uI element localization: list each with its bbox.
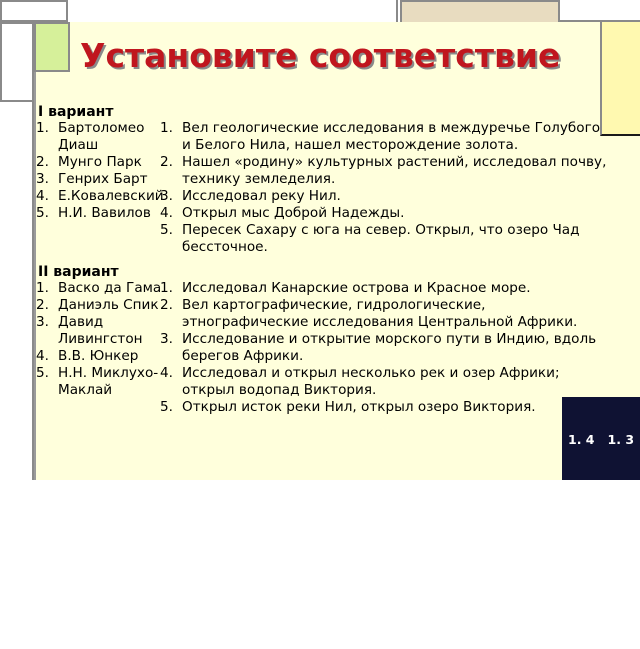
person-name: Н.Н. Миклухо-Маклай xyxy=(58,365,159,398)
answer-row: 4. 1 4. 2 xyxy=(568,571,635,587)
answer-row: 1. 4 1. 3 xyxy=(568,432,635,447)
deco-block-green-overlay xyxy=(34,22,70,72)
achievement-text: Вел картографические, гидрологические, этнографические исследования Центральной Африки. xyxy=(182,297,578,330)
list-item xyxy=(160,365,610,399)
list-number: 1. xyxy=(36,280,49,296)
achievement-text: Открыл исток реки Нил, открыл озеро Виктория. xyxy=(182,399,536,415)
list-number: 4. xyxy=(36,188,49,204)
list-number: 5. xyxy=(160,222,173,238)
person-name: Даниэль Спик xyxy=(58,297,159,313)
list-item xyxy=(160,222,610,256)
achievement-text: Исследовал реку Нил. xyxy=(182,188,341,204)
list-number: 1. xyxy=(160,120,173,136)
list-item xyxy=(160,120,610,154)
list-item xyxy=(36,154,164,171)
person-name: Давид Ливингстон xyxy=(58,314,143,347)
list-number: 4. xyxy=(36,348,49,364)
variant-1-achievements-list xyxy=(160,120,610,256)
list-number: 2. xyxy=(36,154,49,170)
person-name: Мунго Парк xyxy=(58,154,142,170)
achievement-text: Нашел «родину» культурных растений, исследовал почву, технику земледелия. xyxy=(182,154,607,187)
list-item xyxy=(36,365,164,399)
achievement-text: Пересек Сахару с юга на север. Открыл, что озеро Чад бессточное. xyxy=(182,222,580,255)
list-item xyxy=(160,205,610,222)
list-item xyxy=(160,280,610,297)
list-item xyxy=(36,297,164,314)
person-name: Генрих Барт xyxy=(58,171,148,187)
list-number: 5. xyxy=(36,365,49,381)
list-number: 4. xyxy=(160,205,173,221)
answer-key-box xyxy=(562,397,640,633)
list-number: 2. xyxy=(36,297,49,313)
list-item xyxy=(160,331,610,365)
deco-block-yellow xyxy=(600,22,640,136)
list-item xyxy=(36,348,164,365)
list-number: 4. xyxy=(160,365,173,381)
answer-row: 2. 3 2. 5 xyxy=(568,478,635,494)
list-number: 5. xyxy=(160,399,173,415)
deco-block-left-white xyxy=(0,22,34,102)
variant-2-people-list xyxy=(36,280,164,399)
person-name: Бартоломео Диаш xyxy=(58,120,145,153)
list-item xyxy=(160,399,610,416)
variant-1-people-list xyxy=(36,120,164,222)
list-item xyxy=(36,171,164,188)
answer-row: 5. 2 5. 1 xyxy=(568,618,635,633)
list-number: 3. xyxy=(160,188,173,204)
list-number: 5. xyxy=(36,205,49,221)
list-number: 3. xyxy=(36,171,49,187)
person-name: В.В. Юнкер xyxy=(58,348,139,364)
achievement-text: Исследовал Канарские острова и Красное море. xyxy=(182,280,531,296)
achievement-text: Исследование и открытие морского пути в Индию, вдоль берегов Африки. xyxy=(182,331,597,364)
variant-1-heading: I вариант xyxy=(38,104,114,120)
deco-block-top-right xyxy=(560,0,640,22)
achievement-text: Открыл мыс Доброй Надежды. xyxy=(182,205,405,221)
list-number: 1. xyxy=(36,120,49,136)
person-name: Васко да Гама xyxy=(58,280,162,296)
list-item xyxy=(36,314,164,348)
list-number: 3. xyxy=(36,314,49,330)
variant-2-heading: II вариант xyxy=(38,264,119,280)
list-item xyxy=(160,297,610,331)
slide-title: Установите соответствие xyxy=(80,36,561,75)
deco-block-top-mid xyxy=(68,0,398,22)
deco-block-top-left xyxy=(0,0,68,22)
list-item xyxy=(160,188,610,205)
variant-2-achievements-list xyxy=(160,280,610,416)
achievement-text: Вел геологические исследования в междуречье Голубого и Белого Нила, нашел месторождение золота. xyxy=(182,120,601,153)
list-item xyxy=(36,120,164,154)
deco-block-left-lower xyxy=(0,102,34,480)
list-number: 3. xyxy=(160,331,173,347)
list-item xyxy=(36,188,164,205)
person-name: Е.Ковалевский xyxy=(58,188,164,204)
list-item xyxy=(36,205,164,222)
achievement-text: Исследовал и открыл несколько рек и озер Африки; открыл водопад Виктория. xyxy=(182,365,560,398)
list-item xyxy=(160,154,610,188)
list-number: 2. xyxy=(160,297,173,313)
list-number: 2. xyxy=(160,154,173,170)
list-item xyxy=(36,280,164,297)
answer-row: 3. 5 3. 4 xyxy=(568,525,635,540)
list-number: 1. xyxy=(160,280,173,296)
person-name: Н.И. Вавилов xyxy=(58,205,151,221)
